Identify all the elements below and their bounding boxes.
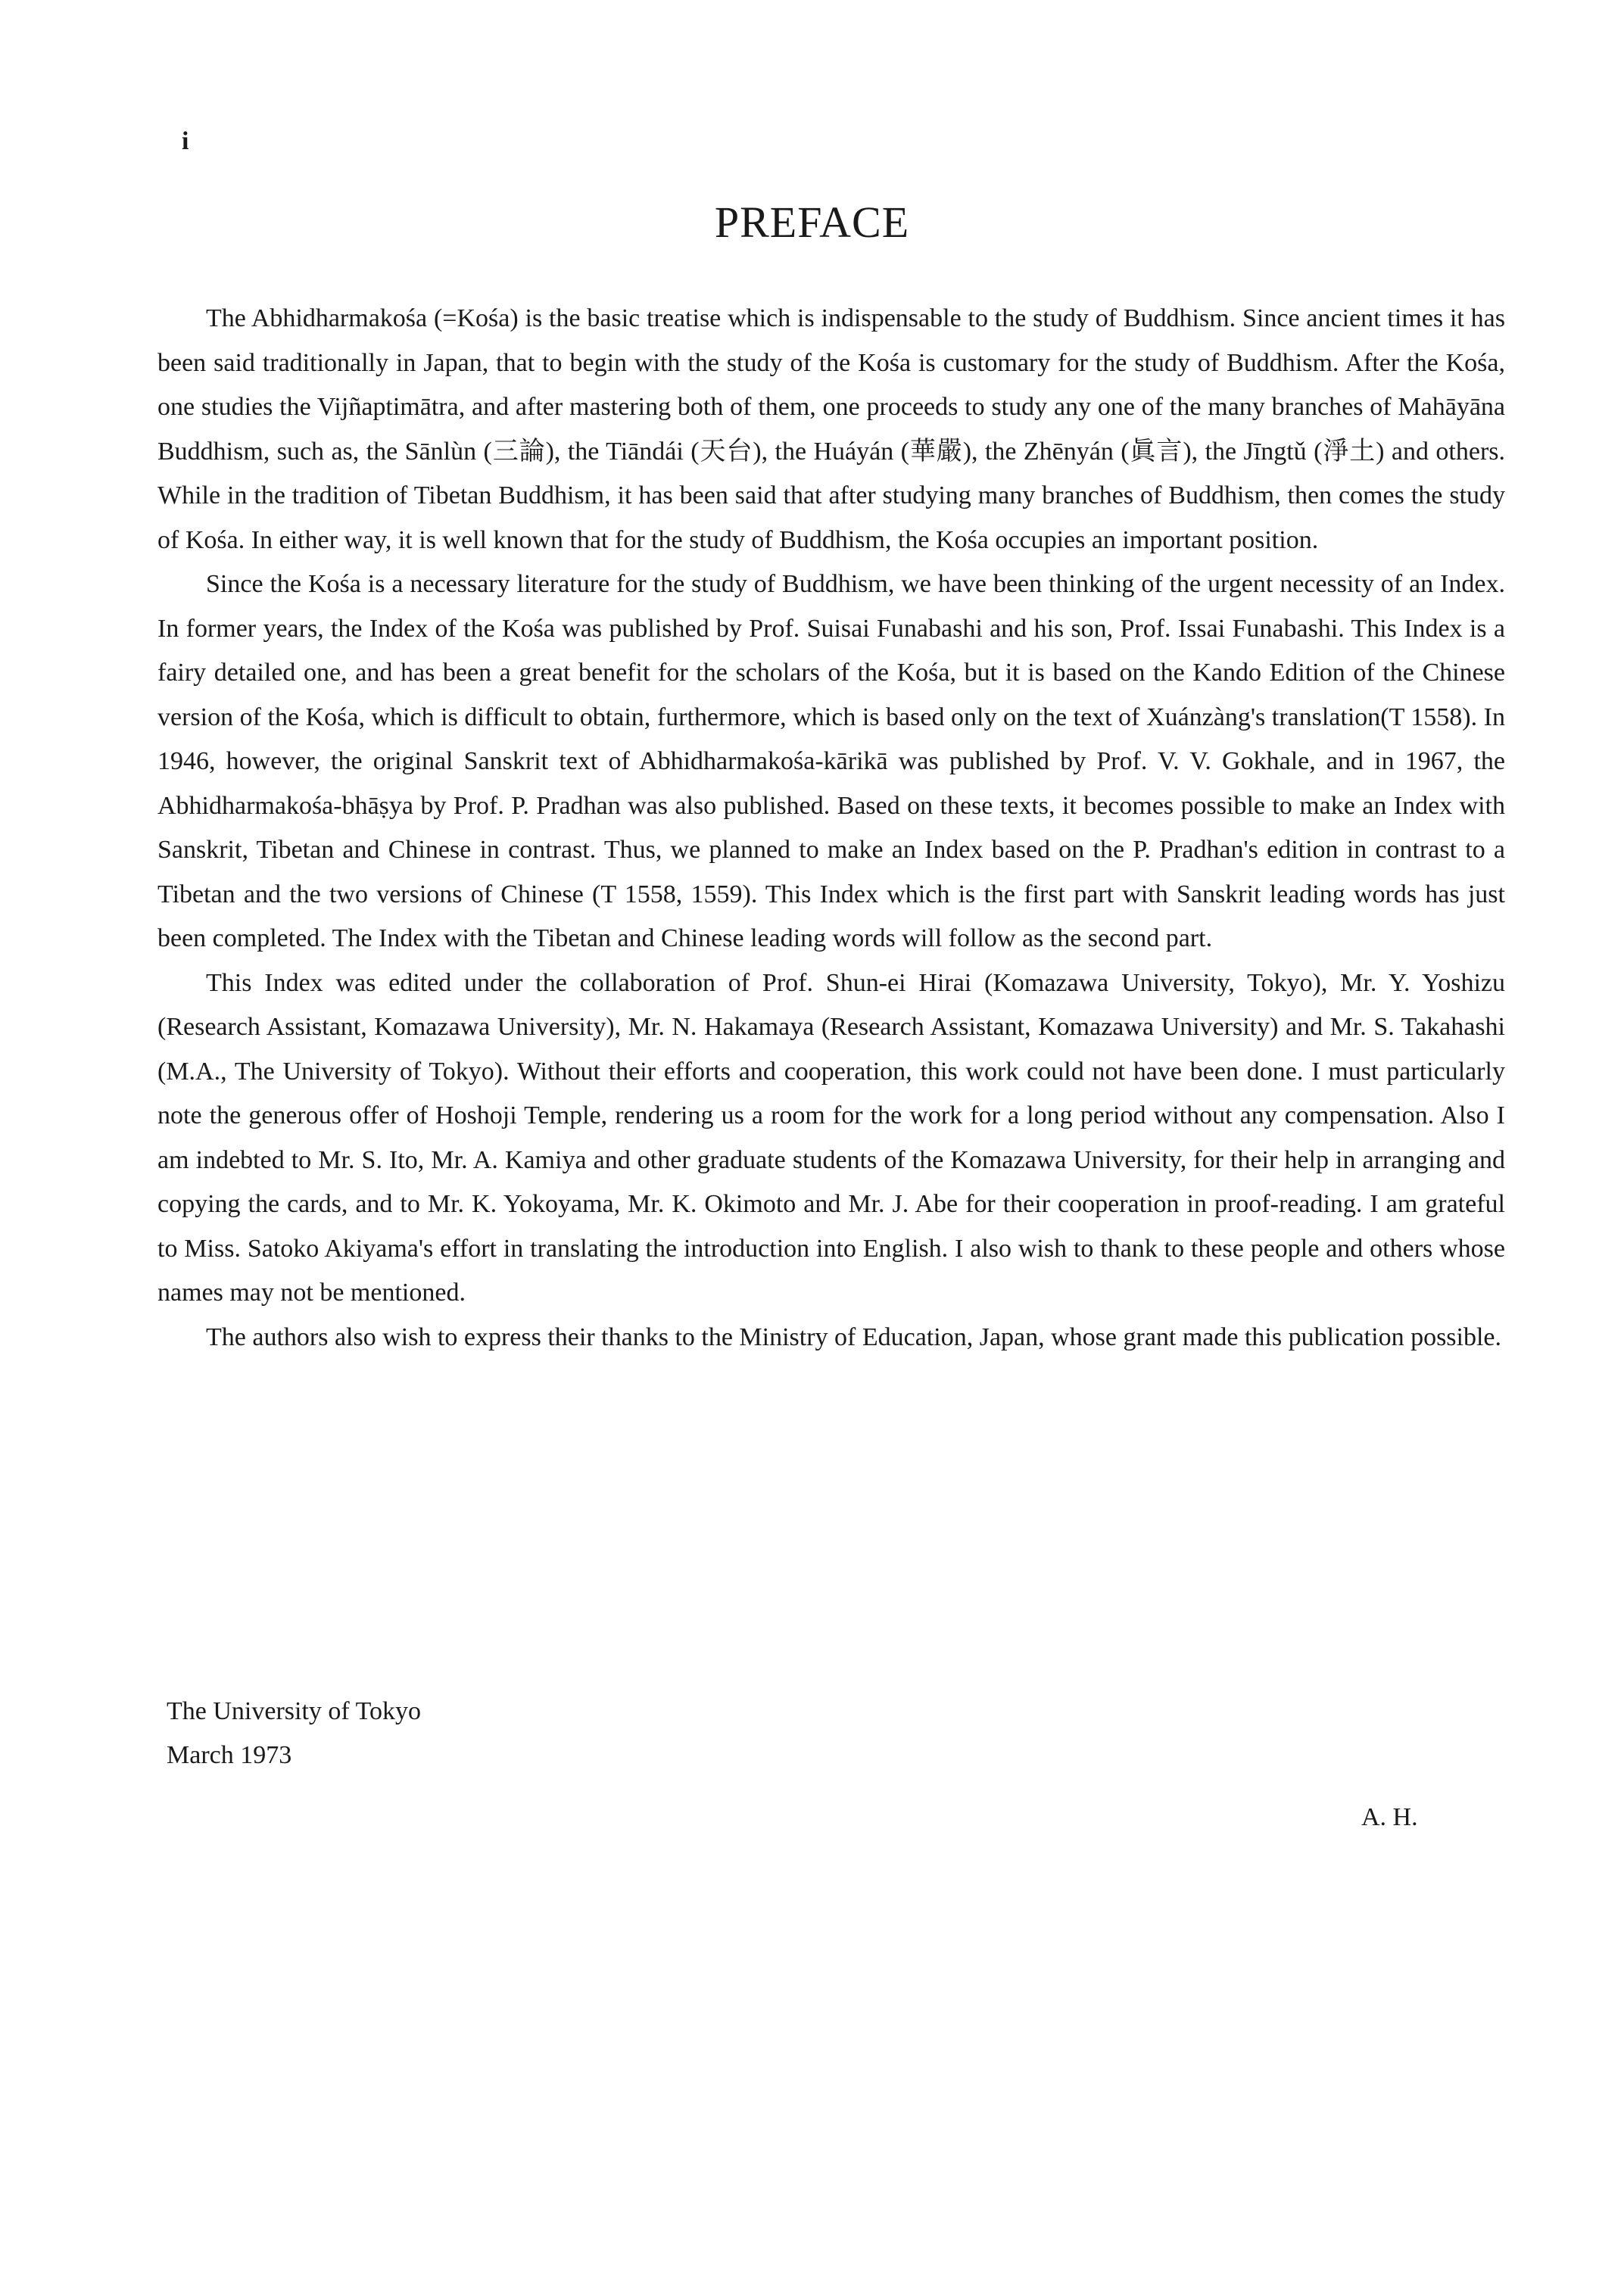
author-initials: A. H.	[1361, 1803, 1418, 1831]
paragraph-index-history: Since the Kośa is a necessary literature for the study of Buddhism, we have been thinking of the urgent necessity of an Index. In former years, the Index of the Kośa was published by Prof. Suisai Funabashi and his son, Prof. Issai Funabashi. This Index is a fairy detailed one, and has been a great benefit for the scholars of the Kośa, but it is based on the Kando Edition of the Chinese version of the Kośa, which is difficult to obtain, furthermore, which is based only on the text of Xuánzàng's translation(T 1558). In 1946, however, the original Sanskrit text of Abhidharmakośa-kārikā was published by Prof. V. V. Gokhale, and in 1967, the Abhidharmakośa-bhāṣya by Prof. P. Pradhan was also published. Based on these texts, it becomes possible to make an Index with Sanskrit, Tibetan and Chinese in contrast. Thus, we planned to make an Index based on the P. Pradhan's edition in contrast to a Tibetan and the two versions of Chinese (T 1558, 1559). This Index which is the first part with Sanskrit leading words has just been completed. The Index with the Tibetan and Chinese leading words will follow as the second part.	[157, 570, 1505, 952]
paragraph-intro: The Abhidharmakośa (=Kośa) is the basic treatise which is indispensable to the study of Buddhism. Since ancient times it has been said traditionally in Japan, that to begin with the study of the Kośa is customary for the study of Buddhism. After the Kośa, one studies the Vijñaptimātra, and after mastering both of them, one proceeds to study any one of the many branches of Mahāyāna Buddhism, such as, the Sānlùn (三論), the Tiāndái (天台), the Huáyán (華嚴), the Zhēnyán (眞言), the Jīngtǔ (淨土) and others. While in the tradition of Tibetan Buddhism, it has been said that after studying many branches of Buddhism, then comes the study of Kośa. In either way, it is well known that for the study of Buddhism, the Kośa occupies an important position.	[157, 304, 1505, 554]
signoff-institution: The University of Tokyo	[167, 1697, 421, 1725]
page-number: i	[182, 127, 189, 155]
signoff-block	[167, 1690, 421, 1777]
paragraph-funding: The authors also wish to express their thanks to the Ministry of Education, Japan, whose grant made this publication possible.	[206, 1323, 1502, 1351]
page-title: PREFACE	[714, 198, 910, 247]
paragraph-acknowledgements: This Index was edited under the collaboration of Prof. Shun-ei Hirai (Komazawa University, Tokyo), Mr. Y. Yoshizu (Research Assistant, Komazawa University), Mr. N. Hakamaya (Research Assistant, Komazawa University) and Mr. S. Takahashi (M.A., The University of Tokyo). Without their efforts and cooperation, this work could not have been done. I must particularly note the generous offer of Hoshoji Temple, rendering us a room for the work for a long period without any compensation. Also I am indebted to Mr. S. Ito, Mr. A. Kamiya and other graduate students of the Komazawa University, for their help in arranging and copying the cards, and to Mr. K. Yokoyama, Mr. K. Okimoto and Mr. J. Abe for their cooperation in proof-reading. I am grateful to Miss. Satoko Akiyama's effort in translating the introduction into English. I also wish to thank to these people and others whose names may not be mentioned.	[157, 968, 1505, 1307]
signoff-date: March 1973	[167, 1741, 292, 1769]
preface-body	[157, 297, 1505, 1360]
